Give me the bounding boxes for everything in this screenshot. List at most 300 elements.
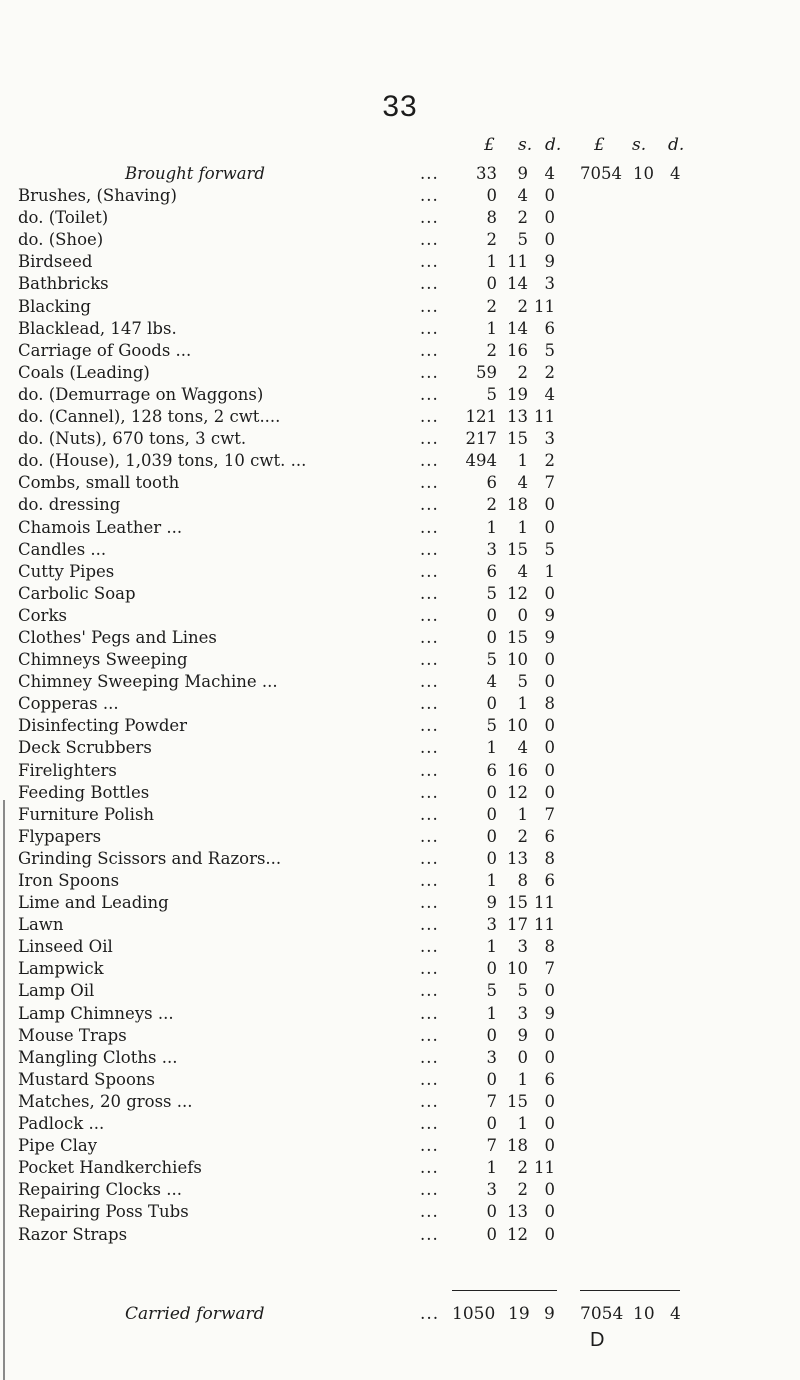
item-shillings: 1: [517, 451, 528, 471]
item-pounds: 0: [486, 627, 497, 647]
item-shillings: 2: [517, 1180, 528, 1200]
total-rule: [580, 1290, 680, 1291]
item-pounds: 0: [486, 804, 497, 824]
table-row: [0, 893, 800, 915]
table-row: [0, 518, 800, 540]
leader-dots: ...: [420, 539, 439, 559]
item-pounds: 5: [486, 384, 497, 404]
item-description: Furniture Polish: [18, 804, 155, 824]
item-pounds: 0: [486, 1025, 497, 1045]
table-row: [0, 252, 800, 274]
item-pence: 11: [534, 407, 555, 427]
item-shillings: 14: [507, 318, 528, 338]
table-row: [0, 1225, 800, 1247]
item-pounds: 217: [465, 429, 497, 449]
item-shillings: 4: [517, 561, 528, 581]
item-pence: 11: [534, 915, 555, 935]
item-pence: 6: [544, 318, 555, 338]
item-description: Pocket Handkerchiefs: [18, 1158, 202, 1178]
leader-dots: ...: [420, 318, 439, 338]
leader-dots: ...: [420, 1047, 439, 1067]
leader-dots: ...: [420, 186, 439, 206]
leader-dots: ...: [420, 1136, 439, 1156]
item-description: do. (Cannel), 128 tons, 2 cwt....: [18, 407, 281, 427]
leader-dots: ...: [420, 716, 439, 736]
brought-forward-total-pence: 4: [670, 164, 681, 183]
item-shillings: 11: [507, 252, 528, 272]
item-pence: 0: [544, 1091, 555, 1111]
item-pounds: 1: [486, 318, 497, 338]
item-pence: 0: [544, 1136, 555, 1156]
item-pounds: 6: [486, 561, 497, 581]
leader-dots: ...: [420, 848, 439, 868]
item-pounds: 1: [486, 517, 497, 537]
leader-dots: ...: [420, 583, 439, 603]
item-description: Feeding Bottles: [18, 782, 150, 802]
item-description: Bathbricks: [18, 274, 109, 294]
item-shillings: 0: [517, 605, 528, 625]
item-pence: 0: [544, 1180, 555, 1200]
table-row: [0, 716, 800, 738]
item-pence: 3: [544, 274, 555, 294]
leader-dots: ...: [420, 495, 439, 515]
item-shillings: 13: [507, 848, 528, 868]
page-number: 33: [382, 90, 418, 123]
brought-forward-row: [0, 164, 800, 186]
item-description: Carbolic Soap: [18, 583, 136, 603]
table-row: [0, 562, 800, 584]
item-description: Flypapers: [18, 826, 102, 846]
leader-dots: ...: [420, 1025, 439, 1045]
table-row: [0, 1070, 800, 1092]
item-description: Razor Straps: [18, 1224, 128, 1244]
leader-dots: ...: [420, 893, 439, 913]
account-table: [0, 164, 800, 1247]
brought-forward-total-shillings: 10: [633, 164, 654, 183]
item-pounds: 0: [486, 1202, 497, 1222]
table-row: [0, 1202, 800, 1224]
item-pounds: 0: [486, 605, 497, 625]
brought-forward-pence: 4: [544, 164, 555, 183]
leader-dots: ...: [420, 1069, 439, 1089]
item-shillings: 5: [517, 981, 528, 1001]
item-shillings: 1: [517, 694, 528, 714]
item-shillings: 10: [507, 959, 528, 979]
item-description: Grinding Scissors and Razors...: [18, 848, 282, 868]
item-pence: 11: [534, 1158, 555, 1178]
item-description: Repairing Poss Tubs: [18, 1202, 189, 1222]
item-pence: 4: [544, 384, 555, 404]
item-description: Mustard Spoons: [18, 1069, 155, 1089]
item-description: do. (House), 1,039 tons, 10 cwt. ...: [18, 451, 307, 471]
item-description: Corks: [18, 605, 67, 625]
table-row: [0, 650, 800, 672]
table-row: [0, 783, 800, 805]
item-shillings: 12: [507, 782, 528, 802]
leader-dots: ...: [420, 252, 439, 272]
table-row: [0, 429, 800, 451]
item-shillings: 12: [507, 583, 528, 603]
leader-dots: ...: [420, 1224, 439, 1244]
item-pence: 2: [544, 362, 555, 382]
item-shillings: 19: [507, 384, 528, 404]
item-pounds: 7: [486, 1091, 497, 1111]
carried-forward-total-shillings: 10: [633, 1304, 655, 1324]
shillings-header: s.: [518, 135, 533, 155]
leader-dots: ...: [420, 208, 439, 228]
item-shillings: 13: [507, 407, 528, 427]
item-description: do. dressing: [18, 495, 121, 515]
leader-dots: ...: [420, 760, 439, 780]
table-row: [0, 363, 800, 385]
leader-dots: ...: [420, 1202, 439, 1222]
item-shillings: 13: [507, 1202, 528, 1222]
table-row: [0, 319, 800, 341]
brought-forward-pounds: 33: [476, 164, 497, 183]
table-row: [0, 1180, 800, 1202]
item-pounds: 0: [486, 186, 497, 206]
item-pounds: 8: [486, 208, 497, 228]
leader-dots: ...: [420, 1003, 439, 1023]
item-shillings: 15: [507, 1091, 528, 1111]
table-row: [0, 584, 800, 606]
brought-forward-shillings: 9: [517, 164, 528, 183]
leader-dots: ...: [420, 605, 439, 625]
carried-forward-total-pounds: 7054: [580, 1304, 624, 1324]
item-pounds: 5: [486, 981, 497, 1001]
item-shillings: 3: [517, 937, 528, 957]
item-shillings: 5: [517, 672, 528, 692]
leader-dots: ...: [420, 826, 439, 846]
item-shillings: 1: [517, 804, 528, 824]
item-shillings: 15: [507, 429, 528, 449]
item-pounds: 3: [486, 1180, 497, 1200]
item-description: Chimney Sweeping Machine ...: [18, 672, 278, 692]
item-pence: 0: [544, 981, 555, 1001]
item-description: Cutty Pipes: [18, 561, 115, 581]
item-shillings: 16: [507, 760, 528, 780]
item-description: Disinfecting Powder: [18, 716, 188, 736]
item-pounds: 1: [486, 738, 497, 758]
item-pounds: 494: [465, 451, 497, 471]
item-shillings: 4: [517, 738, 528, 758]
leader-dots: ...: [420, 915, 439, 935]
item-pounds: 1: [486, 937, 497, 957]
item-description: Lawn: [18, 915, 64, 935]
item-description: Clothes' Pegs and Lines: [18, 627, 217, 647]
item-shillings: 4: [517, 473, 528, 493]
item-shillings: 15: [507, 539, 528, 559]
item-pounds: 9: [486, 893, 497, 913]
table-row: [0, 959, 800, 981]
leader-dots: ...: [420, 672, 439, 692]
table-row: [0, 186, 800, 208]
carried-forward-shillings: 19: [508, 1304, 530, 1324]
item-description: Lime and Leading: [18, 893, 169, 913]
table-row: [0, 451, 800, 473]
item-shillings: 2: [517, 296, 528, 316]
item-pounds: 3: [486, 1047, 497, 1067]
leader-dots: ...: [420, 1114, 439, 1134]
item-pence: 0: [544, 1047, 555, 1067]
item-pence: 11: [534, 893, 555, 913]
leader-dots: ...: [420, 871, 439, 890]
table-row: [0, 1136, 800, 1158]
table-row: [0, 606, 800, 628]
item-pence: 6: [544, 871, 555, 890]
item-description: Pipe Clay: [18, 1136, 98, 1156]
leader-dots: ...: [420, 627, 439, 647]
item-pence: 0: [544, 738, 555, 758]
item-shillings: 18: [507, 495, 528, 515]
leader-dots: ...: [420, 274, 439, 294]
table-row: [0, 297, 800, 319]
item-pence: 9: [544, 252, 555, 272]
table-row: [0, 761, 800, 783]
item-pounds: 6: [486, 760, 497, 780]
item-shillings: 0: [517, 1047, 528, 1067]
leader-dots: ...: [420, 451, 439, 471]
item-pence: 0: [544, 583, 555, 603]
item-shillings: 17: [507, 915, 528, 935]
item-description: Iron Spoons: [18, 871, 120, 890]
table-row: [0, 1004, 800, 1026]
leader-dots: ...: [420, 1091, 439, 1111]
item-pounds: 2: [486, 495, 497, 515]
item-description: Mangling Cloths ...: [18, 1047, 178, 1067]
item-pence: 5: [544, 340, 555, 360]
item-description: do. (Shoe): [18, 230, 104, 250]
item-pence: 0: [544, 495, 555, 515]
subtotal-rule: [452, 1290, 557, 1291]
pounds-header: £: [484, 135, 495, 155]
leader-dots: ...: [420, 804, 439, 824]
item-description: do. (Toilet): [18, 208, 109, 228]
table-row: [0, 849, 800, 871]
leader-dots: ...: [420, 1304, 440, 1324]
leader-dots: ...: [420, 937, 439, 957]
item-description: Linseed Oil: [18, 937, 113, 957]
item-description: Brushes, (Shaving): [18, 186, 177, 206]
leader-dots: ...: [420, 407, 439, 427]
leader-dots: ...: [420, 384, 439, 404]
item-pence: 7: [544, 473, 555, 493]
item-description: Lamp Chimneys ...: [18, 1003, 174, 1023]
carried-forward-total-pence: 4: [670, 1304, 681, 1324]
item-shillings: 2: [517, 208, 528, 228]
item-pounds: 6: [486, 473, 497, 493]
item-pence: 5: [544, 539, 555, 559]
item-pounds: 0: [486, 959, 497, 979]
item-pence: 0: [544, 716, 555, 736]
item-pence: 6: [544, 1069, 555, 1089]
item-description: Lampwick: [18, 959, 104, 979]
pence-total-header: d.: [668, 135, 685, 155]
item-description: Carriage of Goods ...: [18, 340, 192, 360]
leader-dots: ...: [420, 738, 439, 758]
table-row: [0, 871, 800, 893]
table-row: [0, 672, 800, 694]
item-pounds: 1: [486, 252, 497, 272]
item-pence: 0: [544, 760, 555, 780]
item-pounds: 0: [486, 1224, 497, 1244]
item-description: Firelighters: [18, 760, 117, 780]
leader-dots: ...: [420, 1180, 439, 1200]
item-shillings: 15: [507, 893, 528, 913]
item-shillings: 14: [507, 274, 528, 294]
carried-forward-label: Carried forward: [125, 1304, 265, 1324]
item-pence: 8: [544, 848, 555, 868]
leader-dots: ...: [420, 517, 439, 537]
item-pounds: 2: [486, 296, 497, 316]
carried-forward-pence: 9: [544, 1304, 555, 1324]
item-description: Padlock ...: [18, 1114, 105, 1134]
shillings-total-header: s.: [632, 135, 647, 155]
table-row: [0, 1114, 800, 1136]
item-pence: 0: [544, 208, 555, 228]
table-row: [0, 540, 800, 562]
table-row: [0, 915, 800, 937]
item-shillings: 9: [517, 1025, 528, 1045]
leader-dots: ...: [420, 981, 439, 1001]
leader-dots: ...: [420, 694, 439, 714]
leader-dots: ...: [420, 362, 439, 382]
leader-dots: ...: [420, 650, 439, 670]
leader-dots: ...: [420, 1158, 439, 1178]
table-row: [0, 805, 800, 827]
item-pounds: 2: [486, 340, 497, 360]
item-description: Blacklead, 147 lbs.: [18, 318, 177, 338]
item-pence: 11: [534, 296, 555, 316]
item-pounds: 0: [486, 848, 497, 868]
item-pence: 6: [544, 826, 555, 846]
table-row: [0, 230, 800, 252]
leader-dots: ...: [420, 340, 439, 360]
table-row: [0, 473, 800, 495]
item-pence: 0: [544, 1202, 555, 1222]
brought-forward-label: Brought forward: [125, 164, 265, 183]
item-shillings: 2: [517, 826, 528, 846]
item-description: Birdseed: [18, 252, 93, 272]
item-description: Matches, 20 gross ...: [18, 1091, 193, 1111]
item-shillings: 10: [507, 650, 528, 670]
pounds-total-header: £: [594, 135, 605, 155]
table-row: [0, 981, 800, 1003]
pence-header: d.: [545, 135, 562, 155]
item-description: Repairing Clocks ...: [18, 1180, 182, 1200]
item-shillings: 8: [517, 871, 528, 890]
table-row: [0, 385, 800, 407]
leader-dots: ...: [420, 782, 439, 802]
item-pounds: 5: [486, 716, 497, 736]
item-pence: 0: [544, 186, 555, 206]
item-pounds: 5: [486, 583, 497, 603]
signature-letter: D: [590, 1329, 605, 1351]
item-pounds: 0: [486, 694, 497, 714]
item-shillings: 5: [517, 230, 528, 250]
item-pence: 9: [544, 605, 555, 625]
item-pence: 9: [544, 627, 555, 647]
item-pence: 9: [544, 1003, 555, 1023]
item-pounds: 2: [486, 230, 497, 250]
table-row: [0, 1092, 800, 1114]
item-pence: 8: [544, 937, 555, 957]
item-pence: 7: [544, 959, 555, 979]
item-pence: 3: [544, 429, 555, 449]
leader-dots: ...: [420, 473, 439, 493]
item-shillings: 12: [507, 1224, 528, 1244]
table-row: [0, 407, 800, 429]
table-row: [0, 208, 800, 230]
item-pence: 1: [544, 561, 555, 581]
item-pence: 7: [544, 804, 555, 824]
item-shillings: 1: [517, 517, 528, 537]
item-pence: 0: [544, 230, 555, 250]
item-pounds: 5: [486, 650, 497, 670]
table-row: [0, 341, 800, 363]
item-pounds: 1: [486, 1003, 497, 1023]
item-description: Mouse Traps: [18, 1025, 127, 1045]
item-description: Copperas ...: [18, 694, 119, 714]
item-pounds: 3: [486, 539, 497, 559]
leader-dots: ...: [420, 230, 439, 250]
item-pounds: 1: [486, 1158, 497, 1178]
item-description: Candles ...: [18, 539, 107, 559]
item-pounds: 59: [476, 362, 497, 382]
table-row: [0, 937, 800, 959]
item-pounds: 0: [486, 1114, 497, 1134]
item-shillings: 2: [517, 362, 528, 382]
carried-forward-pounds: 1050: [452, 1304, 496, 1324]
item-description: Lamp Oil: [18, 981, 95, 1001]
item-description: Chimneys Sweeping: [18, 650, 188, 670]
table-row: [0, 628, 800, 650]
brought-forward-total-pounds: 7054: [580, 164, 622, 183]
item-description: Chamois Leather ...: [18, 517, 183, 537]
item-pounds: 1: [486, 871, 497, 890]
item-pounds: 0: [486, 782, 497, 802]
item-pence: 0: [544, 1114, 555, 1134]
table-row: [0, 274, 800, 296]
table-row: [0, 1026, 800, 1048]
item-pence: 8: [544, 694, 555, 714]
item-pounds: 3: [486, 915, 497, 935]
item-pounds: 0: [486, 826, 497, 846]
item-description: do. (Demurrage on Waggons): [18, 384, 264, 404]
item-pence: 0: [544, 1025, 555, 1045]
item-description: Deck Scrubbers: [18, 738, 152, 758]
item-pence: 0: [544, 782, 555, 802]
item-pence: 0: [544, 650, 555, 670]
item-pounds: 121: [465, 407, 497, 427]
leader-dots: ...: [420, 296, 439, 316]
leader-dots: ...: [420, 959, 439, 979]
item-shillings: 15: [507, 627, 528, 647]
item-shillings: 10: [507, 716, 528, 736]
table-row: [0, 1048, 800, 1070]
item-pence: 0: [544, 672, 555, 692]
leader-dots: ...: [420, 164, 439, 183]
item-description: Coals (Leading): [18, 362, 150, 382]
table-row: [0, 738, 800, 760]
item-pounds: 0: [486, 274, 497, 294]
item-pence: 0: [544, 517, 555, 537]
item-shillings: 1: [517, 1114, 528, 1134]
leader-dots: ...: [420, 429, 439, 449]
table-row: [0, 694, 800, 716]
item-pounds: 0: [486, 1069, 497, 1089]
item-shillings: 2: [517, 1158, 528, 1178]
